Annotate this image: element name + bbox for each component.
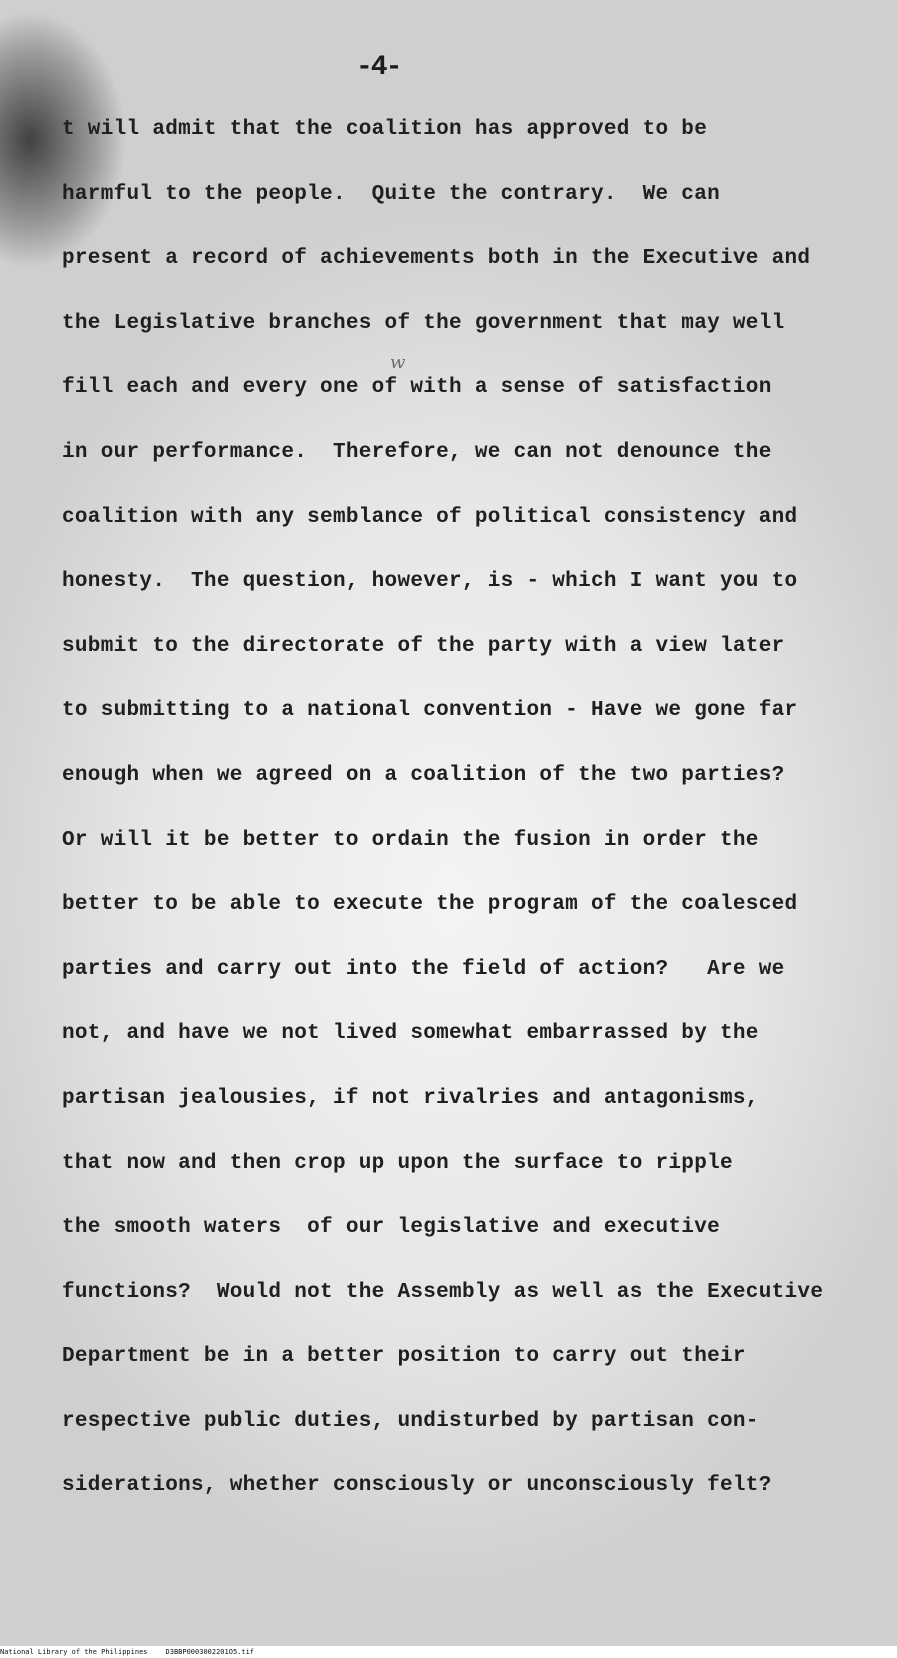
text-line: coalition with any semblance of political consistency and xyxy=(62,505,798,529)
text-line: harmful to the people. Quite the contrary. We can xyxy=(62,182,721,206)
text-line: Or will it be better to ordain the fusion in order the xyxy=(62,828,759,852)
text-line: parties and carry out into the field of action? Are we xyxy=(62,957,785,981)
text-line: Department be in a better position to carry out their xyxy=(62,1345,746,1369)
text-line: present a record of achievements both in the Executive and xyxy=(62,247,811,271)
text-line: the Legislative branches of the government that may well xyxy=(62,311,785,335)
text-line: respective public duties, undisturbed by partisan con- xyxy=(62,1409,759,1433)
letter-body xyxy=(62,112,892,1533)
text-line: not, and have we not lived somewhat embarrassed by the xyxy=(62,1022,759,1046)
text-line: to submitting to a national convention - Have we gone far xyxy=(62,699,798,723)
text-line: siderations, whether consciously or unconsciously felt? xyxy=(62,1474,772,1498)
page-number: -4- xyxy=(356,52,401,83)
text-line: submit to the directorate of the party with a view later xyxy=(62,634,785,658)
text-line: t will admit that the coalition has approved to be xyxy=(62,118,708,141)
footer-file-id: D3BBP0003002201O5.tif xyxy=(165,1648,255,1656)
text-line: honesty. The question, however, is - which I want you to xyxy=(62,570,798,594)
text-line: fill each and every one of with a sense of satisfaction xyxy=(62,376,772,400)
scan-footer xyxy=(0,1646,897,1658)
footer-institution: National Library of the Philippines xyxy=(0,1648,148,1656)
text-line: in our performance. Therefore, we can not denounce the xyxy=(62,440,772,464)
text-line: better to be able to execute the program of the coalesced xyxy=(62,893,798,917)
text-line: enough when we agreed on a coalition of the two parties? xyxy=(62,763,785,787)
text-line: functions? Would not the Assembly as well as the Executive xyxy=(62,1280,824,1304)
handwritten-annotation: w xyxy=(390,352,406,373)
text-line: that now and then crop up upon the surface to ripple xyxy=(62,1151,733,1175)
text-line: the smooth waters of our legislative and executive xyxy=(62,1216,721,1240)
text-line: partisan jealousies, if not rivalries and antagonisms, xyxy=(62,1086,759,1110)
